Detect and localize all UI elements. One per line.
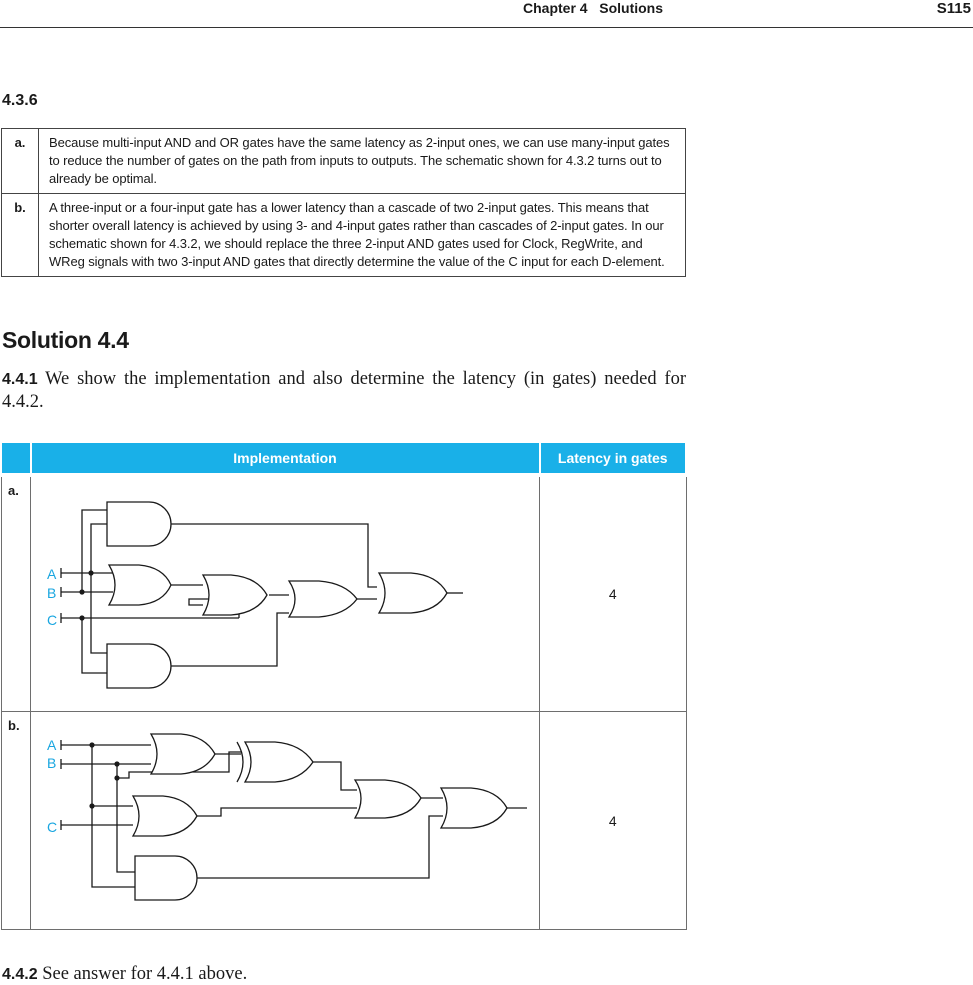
row-text: Because multi-input AND and OR gates have the same latency as 2-input ones, we can use many-input gates to reduce the number of gates on the path from inputs to outputs. The schematic shown for 4.3.2 turns out to already be optimal. bbox=[39, 129, 686, 194]
and-gate-b bbox=[135, 856, 197, 900]
circuit-diagram-a bbox=[31, 477, 538, 711]
row-label: a. bbox=[2, 129, 39, 194]
section-heading-4-3-6: 4.3.6 bbox=[2, 92, 38, 109]
subsection-number: 4.4.1 bbox=[2, 371, 38, 388]
row-label: a. bbox=[2, 475, 31, 712]
table-header-row bbox=[2, 443, 687, 475]
input-label-b: B bbox=[47, 585, 57, 601]
paragraph-text: We show the implementation and also determine the latency (in gates) needed for 4.4.2. bbox=[2, 369, 686, 412]
header-latency: Latency in gates bbox=[540, 443, 687, 475]
paragraph-text: See answer for 4.4.1 above. bbox=[42, 964, 248, 984]
row-label: b. bbox=[2, 194, 39, 277]
implementation-table bbox=[1, 443, 687, 930]
and-gate-top bbox=[107, 502, 171, 546]
row-label: b. bbox=[2, 712, 31, 930]
header-blank-cell bbox=[2, 443, 31, 475]
solution-title: Solution 4.4 bbox=[2, 327, 129, 353]
paragraph-4-4-1 bbox=[2, 368, 686, 413]
latency-value: 4 bbox=[540, 712, 687, 930]
chapter-title: Chapter 4 Solutions bbox=[523, 0, 664, 16]
or-gate-c bbox=[133, 796, 197, 836]
latency-value: 4 bbox=[540, 475, 687, 712]
input-label-a: A bbox=[47, 737, 57, 753]
table-row bbox=[2, 475, 687, 712]
row-text: A three-input or a four-input gate has a lower latency than a cascade of two 2-input gates. This means that shorter overall latency is achieved by using 3- and 4-input gates rather than cascades of 2-input gates. In our schematic shown for 4.3.2, we should replace the three 2-input AND gates used for Clock, RegWrite, and WReg signals with two 3-input AND gates that directly determine the value of the C input for each D-element. bbox=[39, 194, 686, 277]
and-gate-bottom bbox=[107, 644, 171, 688]
or-gate-1 bbox=[109, 565, 171, 605]
input-label-c: C bbox=[47, 612, 58, 628]
or-gate-2 bbox=[203, 575, 267, 615]
table-row bbox=[2, 129, 686, 194]
input-label-a: A bbox=[47, 566, 57, 582]
input-label-c: C bbox=[47, 819, 58, 835]
table-row bbox=[2, 712, 687, 930]
table-row bbox=[2, 194, 686, 277]
page-number: S115 bbox=[936, 0, 971, 17]
or-gate-3 bbox=[289, 581, 357, 617]
input-label-b: B bbox=[47, 755, 57, 771]
or-gate-output bbox=[379, 573, 447, 613]
circuit-cell bbox=[31, 475, 540, 712]
or-gate-mid bbox=[355, 780, 421, 818]
paragraph-4-4-2 bbox=[2, 964, 247, 985]
or-gate-ab bbox=[151, 734, 215, 774]
circuit-cell bbox=[31, 712, 540, 930]
circuit-diagram-b bbox=[31, 712, 538, 929]
answer-table-4-3-6 bbox=[1, 128, 686, 277]
xor-gate bbox=[237, 742, 313, 782]
running-head bbox=[0, 0, 973, 28]
or-gate-output bbox=[441, 788, 507, 828]
header-implementation: Implementation bbox=[31, 443, 540, 475]
subsection-number: 4.4.2 bbox=[2, 966, 38, 983]
